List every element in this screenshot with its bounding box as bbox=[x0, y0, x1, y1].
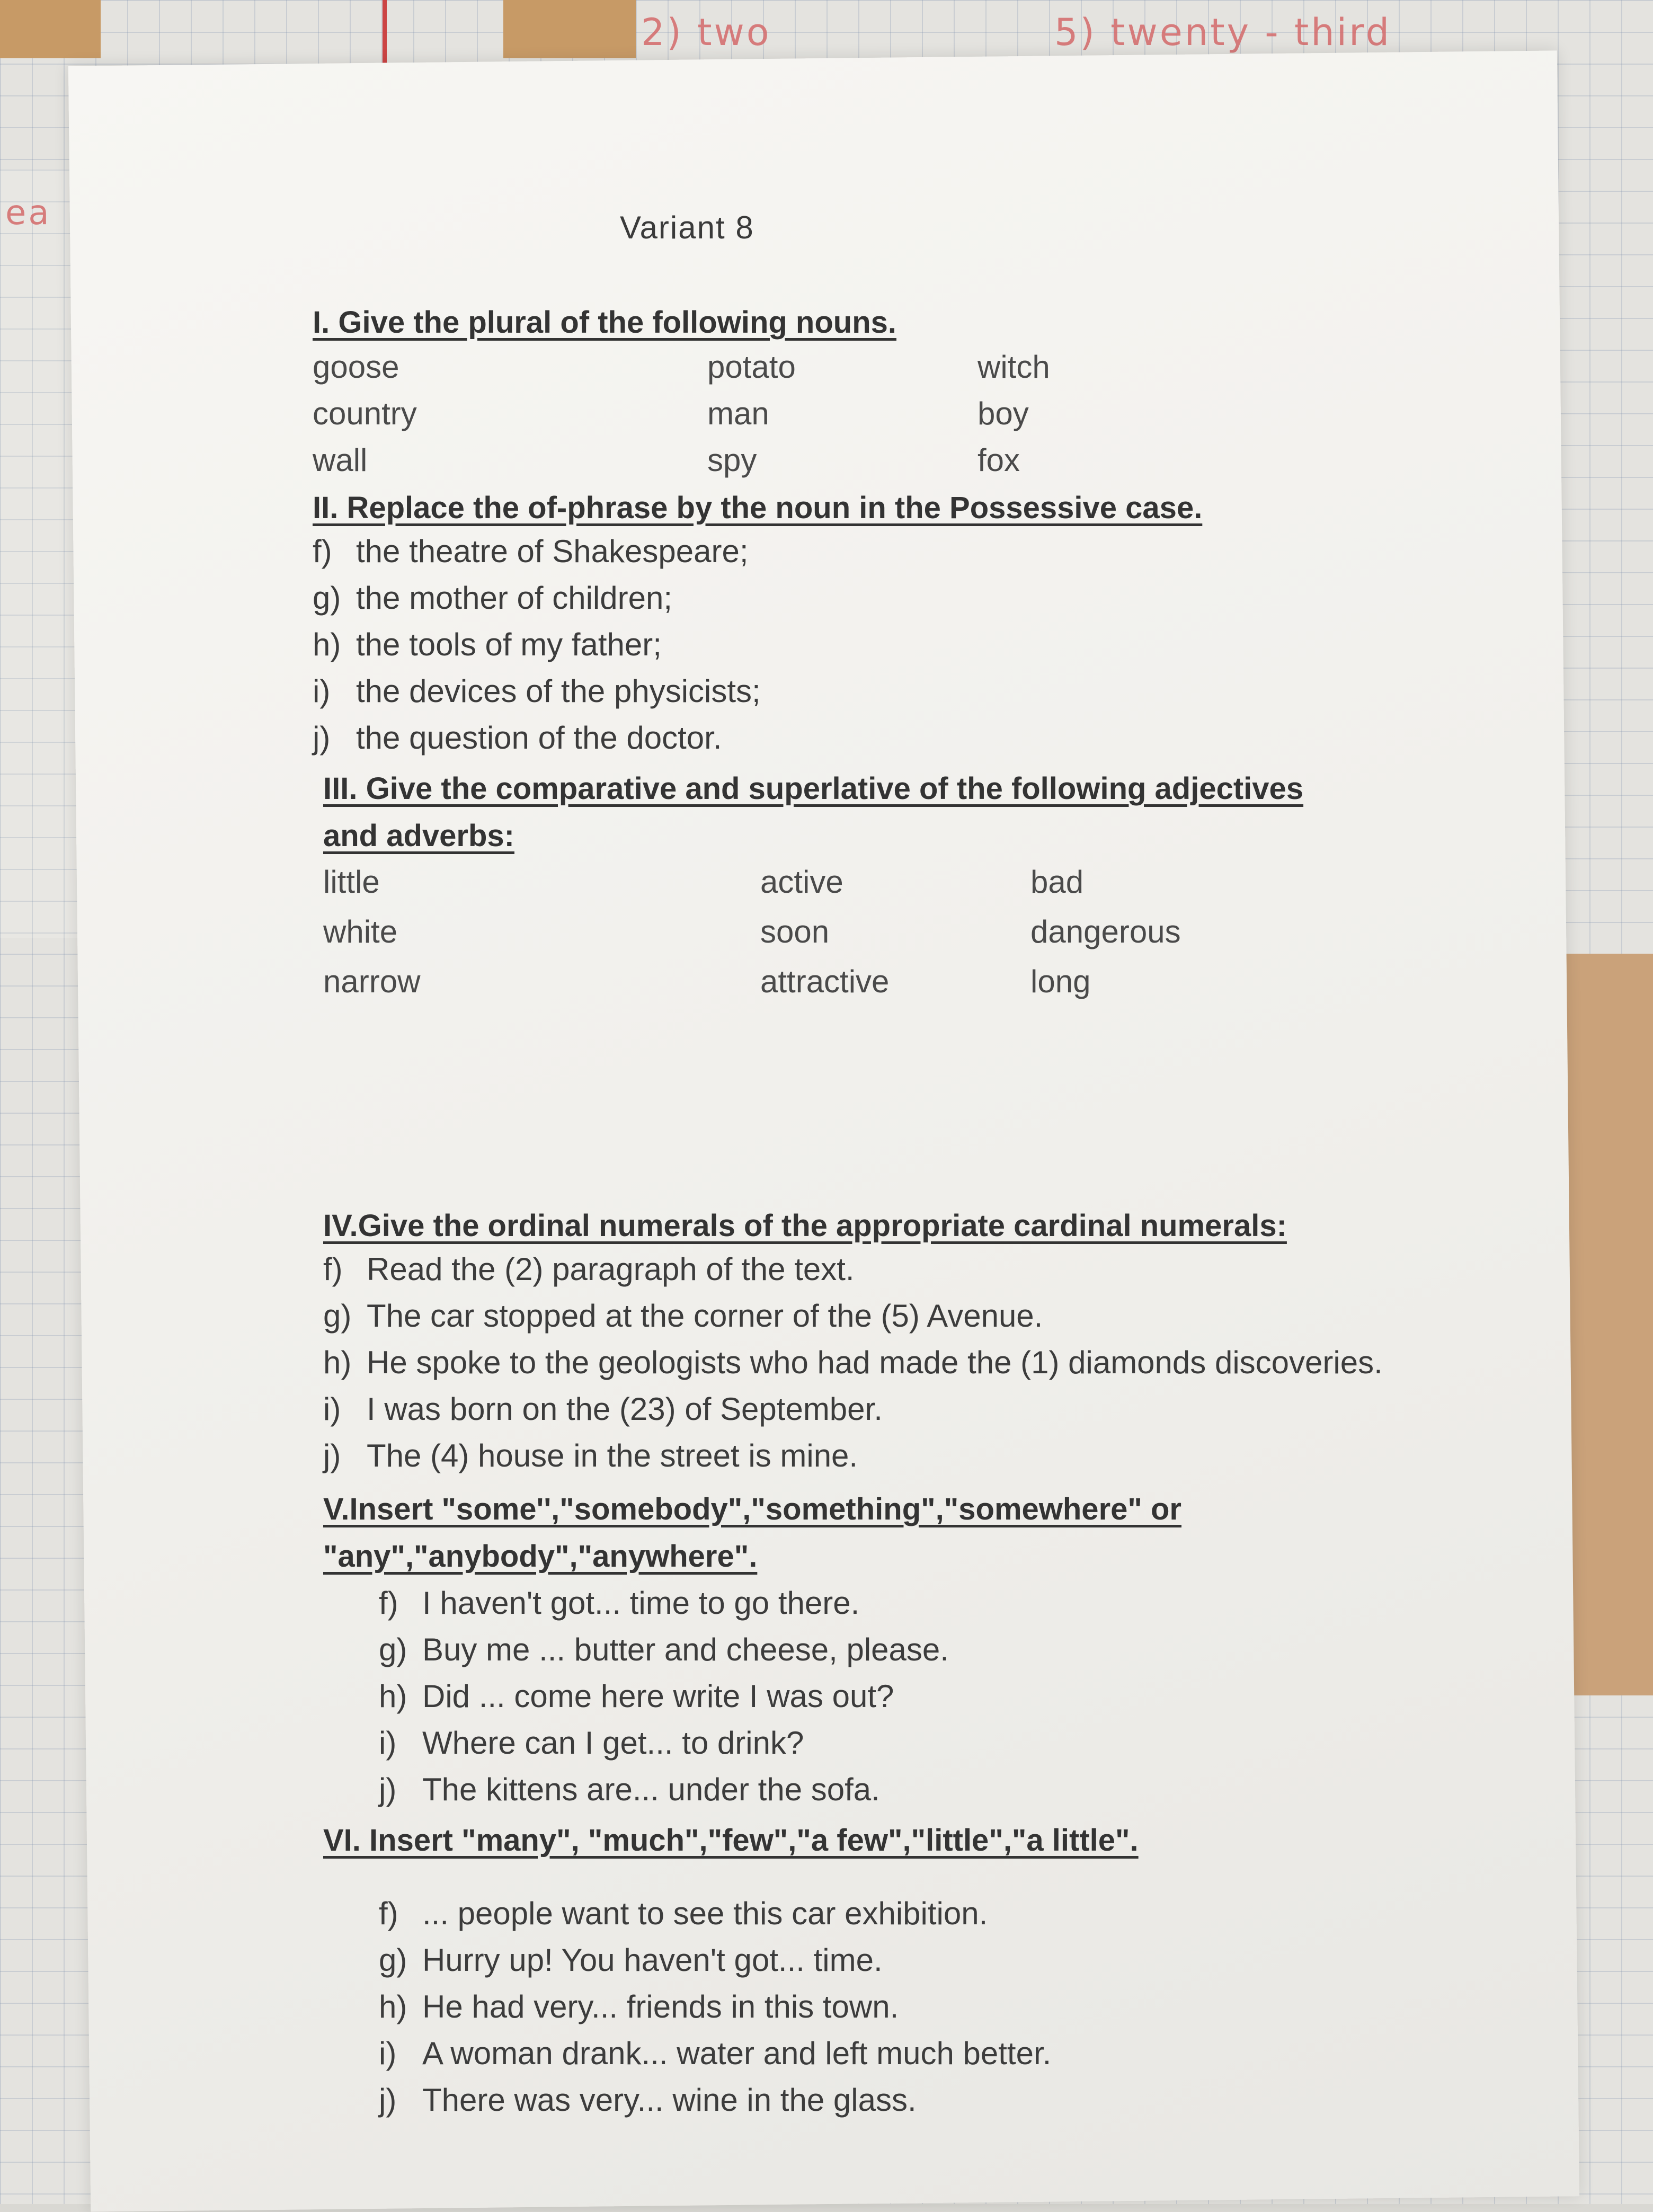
word: man bbox=[707, 395, 769, 431]
item-text: The kittens are... under the sofa. bbox=[422, 1771, 880, 1807]
item-letter: i) bbox=[379, 2035, 397, 2071]
word: goose bbox=[313, 349, 399, 385]
list-item bbox=[313, 621, 1202, 668]
section-heading: VI. Insert "many", "much","few","a few","little","a little". bbox=[323, 1823, 1139, 1858]
item-text: ... people want to see this car exhibition. bbox=[422, 1895, 988, 1931]
list-item bbox=[313, 574, 1202, 621]
item-text: The (4) house in the street is mine. bbox=[367, 1437, 858, 1473]
word: soon bbox=[760, 913, 830, 949]
word: fox bbox=[977, 442, 1020, 478]
item-text: Where can I get... to drink? bbox=[422, 1725, 804, 1761]
item-letter: f) bbox=[379, 1895, 398, 1931]
list-item bbox=[313, 528, 1202, 574]
desk-surface bbox=[503, 0, 636, 58]
item-text: Buy me ... butter and cheese, please. bbox=[422, 1631, 949, 1667]
page-title: Variant 8 bbox=[620, 210, 754, 245]
item-letter: h) bbox=[313, 626, 341, 662]
section-6 bbox=[323, 1823, 1139, 2123]
item-letter: i) bbox=[313, 673, 331, 709]
item-letter: g) bbox=[323, 1298, 352, 1334]
item-text: Hurry up! You haven't got... time. bbox=[422, 1942, 883, 1978]
word: spy bbox=[707, 442, 757, 478]
word-row bbox=[313, 437, 1295, 483]
item-text: the theatre of Shakespeare; bbox=[356, 533, 749, 569]
item-text: There was very... wine in the glass. bbox=[422, 2082, 917, 2118]
item-letter: g) bbox=[379, 1942, 407, 1978]
section-2 bbox=[313, 490, 1202, 761]
item-letter: h) bbox=[379, 1678, 407, 1714]
item-text: Did ... come here write I was out? bbox=[422, 1678, 894, 1714]
word: dangerous bbox=[1030, 913, 1181, 949]
list-item bbox=[323, 1246, 1383, 1292]
list-item bbox=[379, 1766, 1181, 1813]
word: active bbox=[760, 864, 843, 900]
item-letter: h) bbox=[323, 1344, 352, 1380]
item-text: the mother of children; bbox=[356, 580, 672, 616]
item-letter: f) bbox=[313, 533, 332, 569]
item-letter: g) bbox=[313, 580, 341, 616]
list-item bbox=[379, 1936, 1139, 1983]
list-item bbox=[379, 1626, 1181, 1673]
section-heading: IV.Give the ordinal numerals of the appropriate cardinal numerals: bbox=[323, 1209, 1287, 1243]
word-row bbox=[313, 343, 1295, 390]
word: narrow bbox=[323, 963, 421, 999]
word: bad bbox=[1030, 864, 1084, 900]
item-text: He had very... friends in this town. bbox=[422, 1988, 899, 2024]
list-item bbox=[323, 1339, 1383, 1385]
word-row bbox=[313, 390, 1295, 437]
handwritten-note: 2) two bbox=[641, 11, 771, 54]
list-item bbox=[323, 1432, 1383, 1479]
item-text: the question of the doctor. bbox=[356, 719, 722, 756]
item-text: the tools of my father; bbox=[356, 626, 662, 662]
item-letter: i) bbox=[323, 1391, 341, 1427]
desk-surface bbox=[0, 0, 101, 58]
list-item bbox=[379, 2076, 1139, 2123]
word: long bbox=[1030, 963, 1091, 999]
word-row bbox=[323, 907, 1348, 956]
list-item bbox=[323, 1292, 1383, 1339]
desk-surface bbox=[1563, 954, 1653, 1695]
item-letter: j) bbox=[379, 1771, 397, 1807]
item-text: I haven't got... time to go there. bbox=[422, 1585, 860, 1621]
handwritten-note: 5) twenty - third bbox=[1054, 11, 1392, 54]
section-5 bbox=[323, 1491, 1181, 1813]
word: country bbox=[313, 395, 417, 431]
list-item bbox=[379, 1579, 1181, 1626]
section-heading: II. Replace the of-phrase by the noun in the Possessive case. bbox=[313, 491, 1203, 525]
word-row bbox=[323, 857, 1348, 907]
item-letter: i) bbox=[379, 1725, 397, 1761]
item-letter: j) bbox=[379, 2082, 397, 2118]
list-item bbox=[379, 2030, 1139, 2076]
section-heading: V.Insert "some'',"somebody","something","somewhere" or bbox=[323, 1492, 1182, 1526]
list-item bbox=[379, 1890, 1139, 1936]
section-1 bbox=[313, 305, 1295, 483]
word: attractive bbox=[760, 963, 890, 999]
list-item bbox=[323, 1385, 1383, 1432]
section-heading: I. Give the plural of the following nouns. bbox=[313, 305, 896, 340]
list-item bbox=[313, 668, 1202, 714]
item-letter: j) bbox=[323, 1437, 341, 1473]
word: potato bbox=[707, 349, 796, 385]
section-heading: and adverbs: bbox=[323, 819, 514, 853]
list-item bbox=[379, 1719, 1181, 1766]
item-letter: g) bbox=[379, 1631, 407, 1667]
word: little bbox=[323, 864, 380, 900]
item-text: Read the (2) paragraph of the text. bbox=[367, 1251, 855, 1287]
section-heading: "any","anybody","anywhere". bbox=[323, 1539, 758, 1574]
word-row bbox=[323, 956, 1348, 1006]
item-text: He spoke to the geologists who had made the (1) diamonds discoveries. bbox=[367, 1344, 1383, 1380]
item-text: A woman drank... water and left much better. bbox=[422, 2035, 1052, 2071]
list-item bbox=[313, 714, 1202, 761]
word: white bbox=[323, 913, 398, 949]
section-4 bbox=[323, 1208, 1383, 1479]
word: boy bbox=[977, 395, 1029, 431]
list-item bbox=[379, 1983, 1139, 2030]
section-heading: III. Give the comparative and superlative of the following adjectives bbox=[323, 771, 1304, 806]
item-text: I was born on the (23) of September. bbox=[367, 1391, 883, 1427]
item-letter: f) bbox=[379, 1585, 398, 1621]
word: witch bbox=[977, 349, 1050, 385]
handwritten-note: ea bbox=[5, 193, 51, 233]
item-text: The car stopped at the corner of the (5) Avenue. bbox=[367, 1298, 1043, 1334]
item-letter: h) bbox=[379, 1988, 407, 2024]
section-3 bbox=[323, 771, 1348, 1006]
item-letter: j) bbox=[313, 719, 331, 756]
item-text: the devices of the physicists; bbox=[356, 673, 761, 709]
word: wall bbox=[313, 442, 368, 478]
list-item bbox=[379, 1673, 1181, 1719]
item-letter: f) bbox=[323, 1251, 343, 1287]
